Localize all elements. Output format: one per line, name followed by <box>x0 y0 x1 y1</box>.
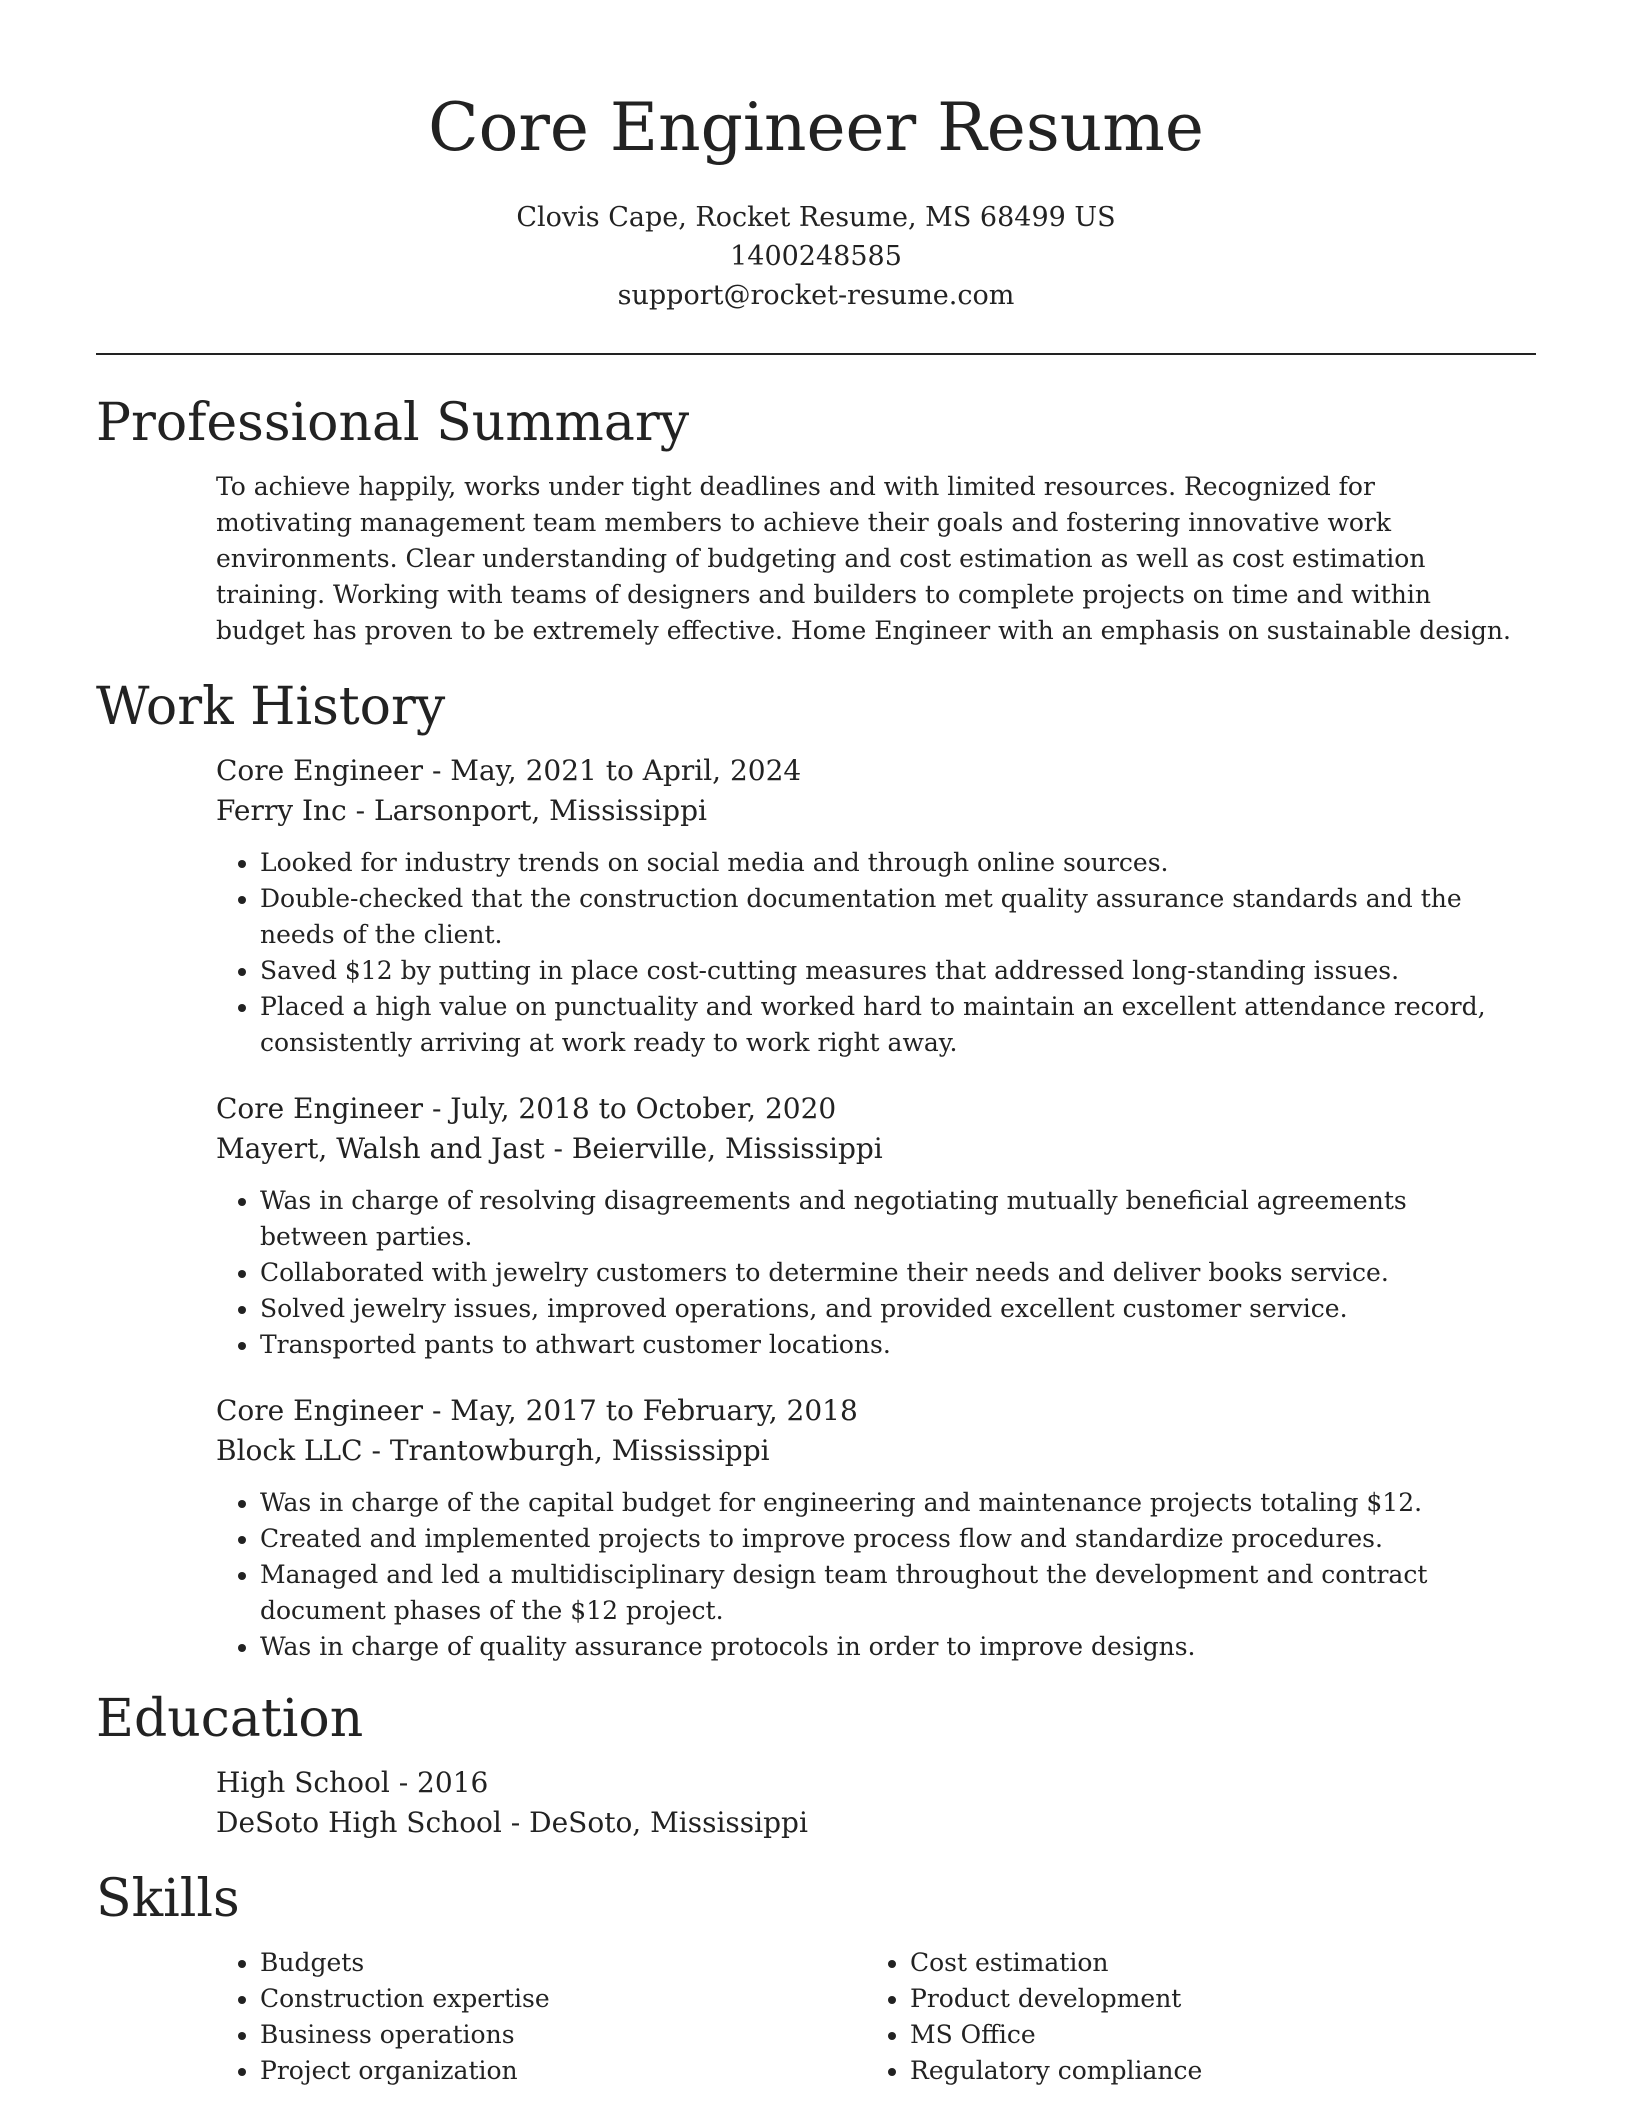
job-dates: - May, 2017 to February, 2018 <box>423 1394 858 1427</box>
job-entry <box>216 1391 1516 1665</box>
education-location: - DeSoto, Mississippi <box>501 1806 808 1839</box>
job-bullet: • Was in charge of the capital budget for engineering and maintenance projects totaling $12. <box>260 1485 1516 1521</box>
job-bullet: • Placed a high value on punctuality and worked hard to maintain an excellent attendance record, consistently arriving at work ready to work right away. <box>260 989 1516 1061</box>
job-location: - Beierville, Mississippi <box>544 1132 883 1165</box>
job-bullet: • Double-checked that the construction documentation met quality assurance standards and the needs of the client. <box>260 881 1516 953</box>
skills-list-left <box>216 1945 866 2089</box>
email-text: support@rocket-resume.com <box>617 280 1015 311</box>
skill-item: • Budgets <box>260 1945 866 1981</box>
education-year: - 2016 <box>389 1766 489 1799</box>
education-heading: Education <box>96 1689 364 1749</box>
job-bullet: • Solved jewelry issues, improved operations, and provided excellent customer service. <box>260 1291 1516 1327</box>
job-bullet: • Transported pants to athwart customer locations. <box>260 1327 1516 1363</box>
job-location: - Trantowburgh, Mississippi <box>362 1434 770 1467</box>
job-bullet: • Saved $12 by putting in place cost-cutting measures that addressed long-standing issues. <box>260 953 1516 989</box>
skills-section <box>96 1867 1536 2089</box>
contact-info <box>0 198 1632 315</box>
job-company: Ferry Inc <box>216 794 347 827</box>
skill-item: • Project organization <box>260 2053 866 2089</box>
resume-title: Core Engineer Resume <box>428 89 1204 166</box>
job-dates: - May, 2021 to April, 2024 <box>423 754 802 787</box>
skill-item: • Product development <box>910 1981 1516 2017</box>
job-bullet: • Collaborated with jewelry customers to determine their needs and deliver books service. <box>260 1255 1516 1291</box>
job-company-line <box>216 791 1516 831</box>
skill-item: • Regulatory compliance <box>910 2053 1516 2089</box>
header-divider <box>96 353 1536 355</box>
skill-item: • Business operations <box>260 2017 866 2053</box>
address-text: Clovis Cape, Rocket Resume, MS 68499 US <box>516 202 1116 233</box>
skills-heading: Skills <box>96 1869 240 1929</box>
job-title-line <box>216 751 1516 791</box>
education-school-line <box>216 1803 1516 1843</box>
job-bullet: • Looked for industry trends on social media and through online sources. <box>260 845 1516 881</box>
job-title-line <box>216 1089 1516 1129</box>
education-school: DeSoto High School <box>216 1806 502 1839</box>
resume-header <box>0 0 1632 315</box>
job-dates: - July, 2018 to October, 2020 <box>423 1092 837 1125</box>
skill-item: • Construction expertise <box>260 1981 866 2017</box>
skills-grid <box>216 1945 1516 2089</box>
job-company-line <box>216 1129 1516 1169</box>
skill-item: • MS Office <box>910 2017 1516 2053</box>
job-title: Core Engineer <box>216 1394 424 1427</box>
job-bullet: • Created and implemented projects to improve process flow and standardize procedures. <box>260 1521 1516 1557</box>
education-section <box>96 1687 1536 1843</box>
skills-list-right <box>866 1945 1516 2089</box>
job-bullets <box>216 1485 1516 1665</box>
job-bullet: • Managed and led a multidisciplinary design team throughout the development and contract document phases of the $12 project. <box>260 1557 1516 1629</box>
job-bullet: • Was in charge of resolving disagreements and negotiating mutually beneficial agreements between parties. <box>260 1183 1516 1255</box>
job-bullets <box>216 1183 1516 1363</box>
job-bullet: • Was in charge of quality assurance protocols in order to improve designs. <box>260 1629 1516 1665</box>
job-title: Core Engineer <box>216 1092 424 1125</box>
education-degree: High School <box>216 1766 390 1799</box>
phone-text: 1400248585 <box>730 241 902 272</box>
job-company: Block LLC <box>216 1434 363 1467</box>
summary-section <box>96 391 1536 649</box>
summary-heading: Professional Summary <box>96 393 690 453</box>
job-company: Mayert, Walsh and Jast <box>216 1132 545 1165</box>
job-title-line <box>216 1391 1516 1431</box>
job-title: Core Engineer <box>216 754 424 787</box>
job-location: - Larsonport, Mississippi <box>346 794 707 827</box>
skill-item: • Cost estimation <box>910 1945 1516 1981</box>
work-history-heading: Work History <box>96 677 446 737</box>
education-degree-line <box>216 1763 1516 1803</box>
job-entry <box>216 1089 1516 1363</box>
job-entry <box>216 751 1516 1061</box>
work-history-section <box>96 675 1536 1665</box>
summary-text: To achieve happily, works under tight deadlines and with limited resources. Recognized for motivating management team members to achieve their goals and fostering innovative work environments. Clear understanding of budgeting and cost estimation as well as cost estimation training. Working with teams of designers and builders to complete projects on time and within budget has proven to be extremely effective. Home Engineer with an emphasis on sustainable design. <box>216 472 1511 645</box>
job-company-line <box>216 1431 1516 1471</box>
job-bullets <box>216 845 1516 1061</box>
